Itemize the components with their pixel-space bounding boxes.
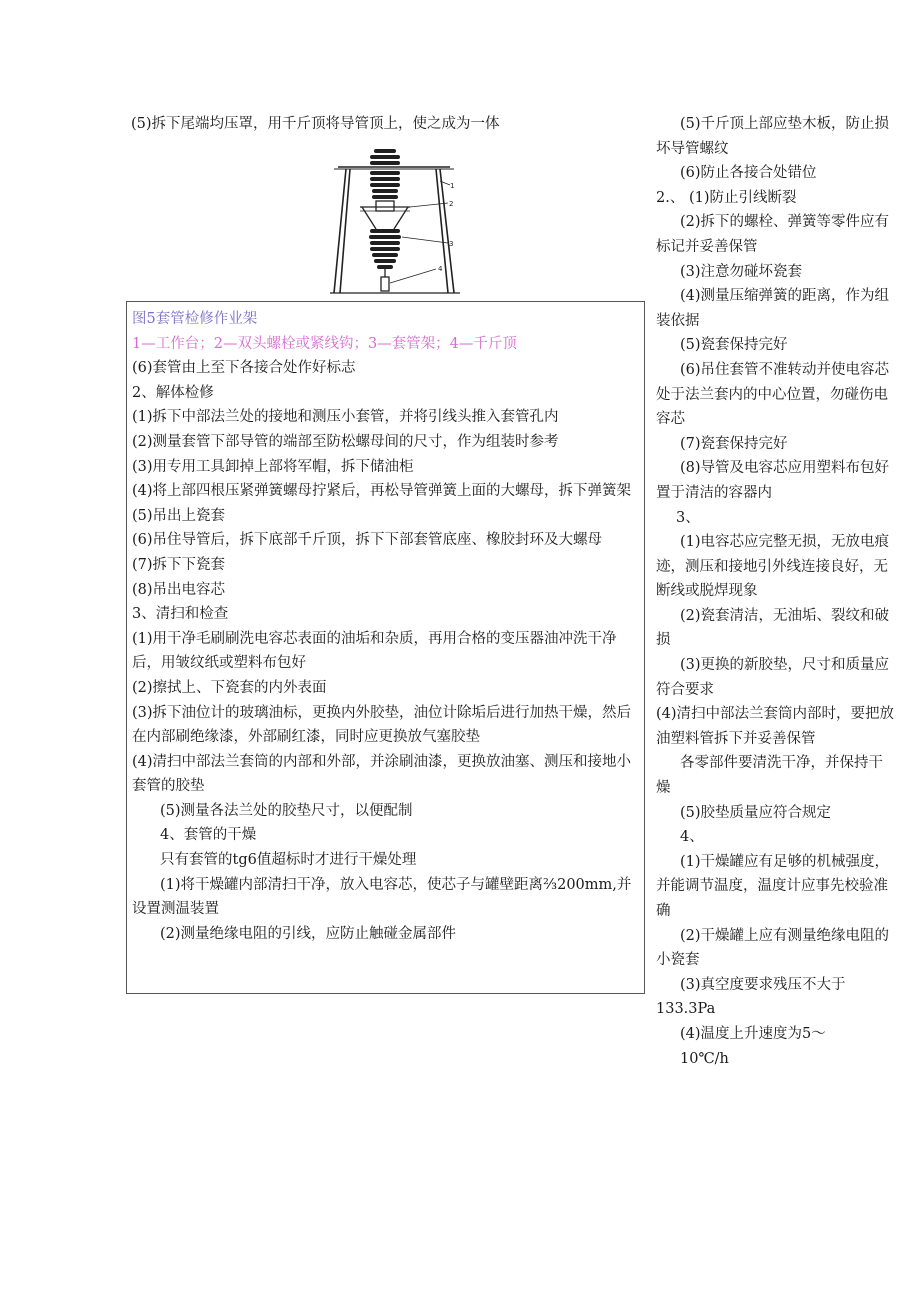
requirement-line: (8)导管及电容芯应用塑料布包好置于清洁的容器内 bbox=[656, 460, 890, 501]
requirement-line: (5)瓷套保持完好 bbox=[680, 337, 788, 354]
upper-porcelain-sheds bbox=[370, 149, 400, 199]
requirements-column bbox=[656, 112, 896, 1080]
section-heading: 3、清扫和检查 bbox=[132, 606, 229, 623]
requirement-heading: 3、 bbox=[676, 509, 700, 526]
procedure-line: (5)吊出上瓷套 bbox=[132, 507, 226, 524]
figure-label-1: 1 bbox=[450, 182, 455, 190]
requirement-line: (7)瓷套保持完好 bbox=[680, 435, 788, 452]
procedure-line: (3)用专用工具卸掉上部将军帽，拆下储油柜 bbox=[132, 458, 414, 475]
bushing-repair-frame-figure bbox=[330, 145, 460, 295]
requirement-line: (1)干燥罐应有足够的机械强度，并能调节温度，温度计应事先校验准确 bbox=[656, 853, 890, 919]
section-heading: 4、套管的干燥 bbox=[160, 827, 257, 844]
requirement-line: (5)胶垫质量应符合规定 bbox=[680, 804, 832, 821]
section-heading: 2、解体检修 bbox=[132, 384, 214, 401]
figure-label-4: 4 bbox=[438, 265, 443, 273]
requirement-line: (2)瓷套清洁，无油垢、裂纹和破损 bbox=[656, 607, 890, 649]
requirement-line: (4)清扫中部法兰套筒内部时，要把放油塑料管拆下并妥善保管 bbox=[656, 706, 895, 747]
requirement-line: (2)干燥罐上应有测量绝缘电阻的小瓷套 bbox=[656, 927, 890, 969]
procedure-line: (2)测量套管下部导管的端部至防松螺母间的尺寸，作为组装时参考 bbox=[132, 433, 559, 450]
requirement-line: (6)吊住套管不准转动并使电容芯处于法兰套内的中心位置，勿碰伤电容芯 bbox=[656, 361, 890, 428]
requirement-line: (3)真空度要求残压不大于133.3Pa bbox=[656, 976, 846, 1018]
procedure-line: (1)拆下中部法兰处的接地和测压小套管，并将引线头推入套管孔内 bbox=[132, 409, 559, 426]
procedure-line: (1)将干燥罐内部清扫干净，放入电容芯，使芯子与罐壁距离⅔200mm,并设置测温装置 bbox=[132, 876, 632, 918]
figure-label-2: 2 bbox=[449, 200, 454, 208]
procedure-line: (1)用干净毛刷刷洗电容芯表面的油垢和杂质，再用合格的变压器油冲洗干净后，用皱纹纸或塑料布包好 bbox=[132, 630, 617, 672]
requirement-line: (2)拆下的螺栓、弹簧等零件应有标记并妥善保管 bbox=[656, 214, 890, 255]
procedure-line: 只有套管的tg6值超标时才进行干燥处理 bbox=[160, 852, 417, 869]
figure-caption-title: 图5套管检修作业架 bbox=[132, 311, 258, 327]
procedure-line: (2)擦拭上、下瓷套的内外表面 bbox=[132, 679, 327, 696]
procedure-line: (3)拆下油位计的玻璃油标，更换内外胶垫，油位计除垢后进行加热干燥，然后在内部刷绝缘漆，外部刷红漆，同时应更换放气塞胶垫 bbox=[132, 704, 632, 746]
lower-porcelain-sheds bbox=[369, 229, 401, 269]
requirement-line: 各零部件要清洗干净，并保持干燥 bbox=[656, 755, 883, 797]
figure-label-3: 3 bbox=[449, 240, 454, 248]
requirement-line: (5)千斤顶上部应垫木板，防止损坏导管螺纹 bbox=[656, 116, 890, 157]
figure-caption-legend: 1—工作台；2—双头螺栓或紧线钩；3—套管架；4—千斤顶 bbox=[132, 335, 517, 352]
requirement-heading: 4、 bbox=[680, 829, 704, 846]
requirement-line: (4)测量压缩弹簧的距离，作为组装依据 bbox=[656, 288, 890, 329]
requirement-line: (3)注意勿碰坏瓷套 bbox=[680, 263, 803, 280]
top-instruction-line: (5)拆下尾端均压罩，用千斤顶将导管顶上，使之成为一体 bbox=[131, 116, 500, 132]
procedure-line: (6)套管由上至下各接合处作好标志 bbox=[132, 360, 356, 377]
procedure-line: (6)吊住导管后，拆下底部千斤顶，拆下下部套管底座、橡胶封环及大螺母 bbox=[132, 532, 603, 549]
procedure-line: (2)测量绝缘电阻的引线，应防止触碰金属部件 bbox=[160, 925, 457, 942]
requirement-line: (4)温度上升速度为5～ bbox=[680, 1025, 826, 1042]
procedure-line: (5)测量各法兰处的胶垫尺寸，以便配制 bbox=[160, 802, 413, 819]
requirement-line: (3)更换的新胶垫，尺寸和质量应符合要求 bbox=[656, 657, 890, 698]
jack bbox=[381, 277, 389, 291]
requirement-line: 10℃/h bbox=[680, 1050, 729, 1067]
middle-flange bbox=[376, 201, 394, 211]
procedure-line: (4)将上部四根压紧弹簧螺母拧紧后，再松导管弹簧上面的大螺母，拆下弹簧架 bbox=[132, 483, 632, 500]
procedure-line: (8)吊出电容芯 bbox=[132, 581, 226, 598]
procedure-line: (7)拆下下瓷套 bbox=[132, 556, 226, 573]
main-procedure-box bbox=[126, 301, 645, 994]
requirement-line: 2.、 (1)防止引线断裂 bbox=[656, 189, 797, 206]
procedure-line: (4)清扫中部法兰套筒的内部和外部，并涂刷油漆，更换放油塞、测压和接地小套管的胶垫 bbox=[132, 753, 632, 795]
requirement-line: (1)电容芯应完整无损，无放电痕迹，测压和接地引外线连接良好，无断线或脱焊现象 bbox=[656, 534, 890, 600]
requirement-line: (6)防止各接合处错位 bbox=[680, 165, 817, 182]
